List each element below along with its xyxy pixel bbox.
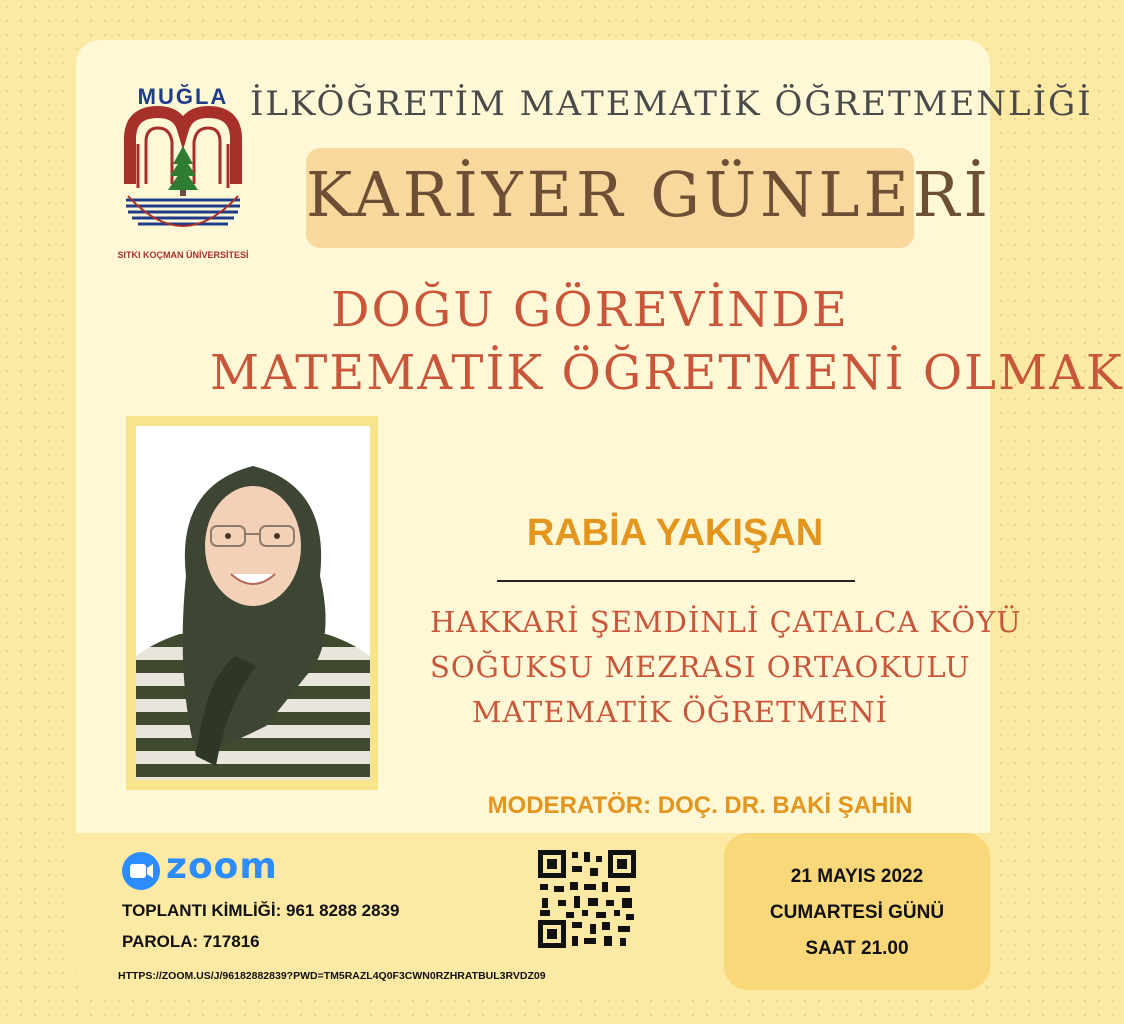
zoom-camera-icon [122, 852, 160, 890]
university-logo-icon [118, 84, 248, 274]
speaker-position-line-2: SOĞUKSU MEZRASI ORTAOKULU [430, 650, 971, 684]
event-weekday: CUMARTESİ GÜNÜ [769, 902, 945, 923]
speaker-name: RABİA YAKIŞAN [526, 512, 824, 554]
speaker-photo [136, 426, 370, 780]
logo-name: MUĞLA [137, 84, 229, 109]
meeting-url[interactable]: HTTPS://ZOOM.US/J/96182882839?PWD=TM5RAZL4Q0F3CWN0RZHRATBUL3RVDZ09 [118, 970, 546, 982]
divider [497, 580, 855, 582]
event-time: SAAT 21.00 [805, 938, 909, 959]
topic-line-2: MATEMATİK ÖĞRETMENİ OLMAK [210, 345, 1124, 401]
meeting-id: TOPLANTI KİMLİĞİ: 961 8288 2839 [122, 901, 400, 920]
topic-line-1: DOĞU GÖREVİNDE [331, 282, 849, 338]
meeting-password: PAROLA: 717816 [122, 932, 260, 951]
qr-code-icon[interactable] [538, 850, 636, 948]
event-title: KARİYER GÜNLERİ [306, 158, 992, 231]
program-title: İLKÖĞRETİM MATEMATİK ÖĞRETMENLİĞİ [250, 84, 1093, 124]
moderator-text: MODERATÖR: DOÇ. DR. BAKİ ŞAHİN [487, 792, 913, 819]
speaker-position-line-1: HAKKARİ ŞEMDİNLİ ÇATALCA KÖYÜ [430, 605, 1022, 639]
svg-text:SITKI KOÇMAN ÜNİVERSİTESİ: SITKI KOÇMAN ÜNİVERSİTESİ [117, 250, 249, 260]
zoom-logo-text: zoom [166, 846, 278, 887]
speaker-position-line-3: MATEMATİK ÖĞRETMENİ [471, 695, 889, 729]
event-date: 21 MAYIS 2022 [790, 866, 924, 887]
